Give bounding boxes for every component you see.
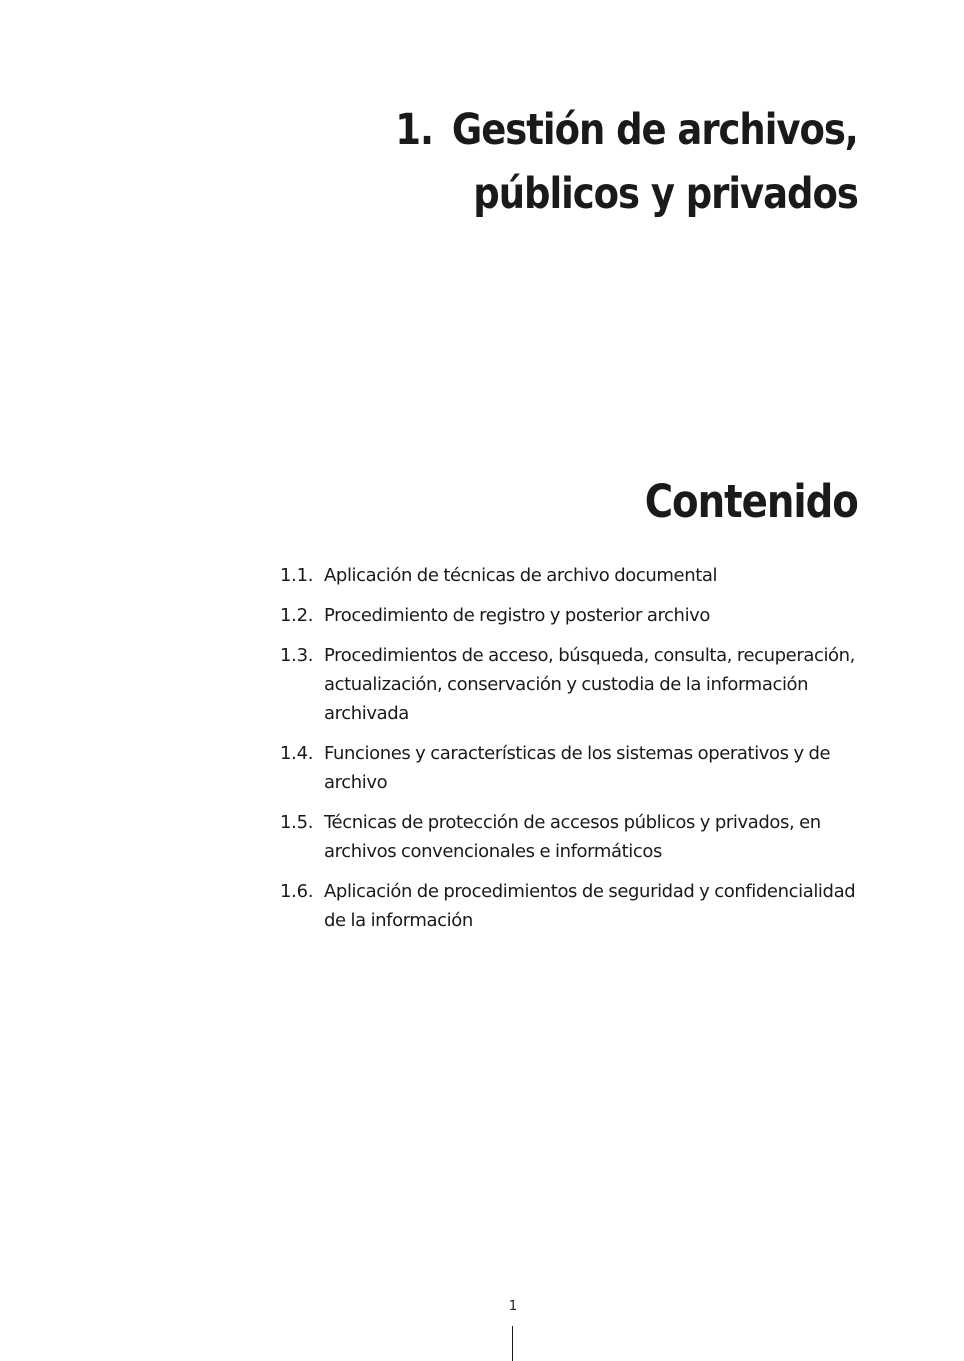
toc-item-text: Técnicas de protección de accesos públicos y privados, en archivos convencionales e informáticos [324,812,821,862]
page-footer-rule [512,1326,513,1361]
toc-item-number: 1.5. [280,812,314,833]
toc-item-text: Aplicación de técnicas de archivo documental [324,565,718,586]
toc-item-number: 1.3. [280,645,314,666]
chapter-number: 1. [395,105,434,155]
toc-item-number: 1.6. [280,881,314,902]
toc-item [280,877,860,935]
toc-item-number: 1.1. [280,565,314,586]
contents-heading: Contenido [644,475,858,528]
toc-item-text: Funciones y características de los sistemas operativos y de archivo [324,743,831,793]
page-number: 1 [508,1299,518,1314]
toc-item [280,601,860,630]
toc-item-number: 1.2. [280,605,314,626]
toc-item-text: Procedimientos de acceso, búsqueda, consulta, recuperación, actualización, conservación y custodia de la información archivada [324,645,856,724]
chapter-title-line-1 [395,98,858,162]
toc-item [280,641,860,728]
chapter-title-text-1: Gestión de archivos, [452,105,858,155]
chapter-title-line-2: públicos y privados [473,169,858,219]
toc-item [280,561,860,590]
toc-item-text: Aplicación de procedimientos de seguridad y confidencialidad de la información [324,881,856,931]
toc-item-text: Procedimiento de registro y posterior archivo [324,605,711,626]
toc-item-number: 1.4. [280,743,314,764]
toc-item [280,739,860,797]
table-of-contents [280,561,860,946]
chapter-title [395,98,858,226]
toc-item [280,808,860,866]
